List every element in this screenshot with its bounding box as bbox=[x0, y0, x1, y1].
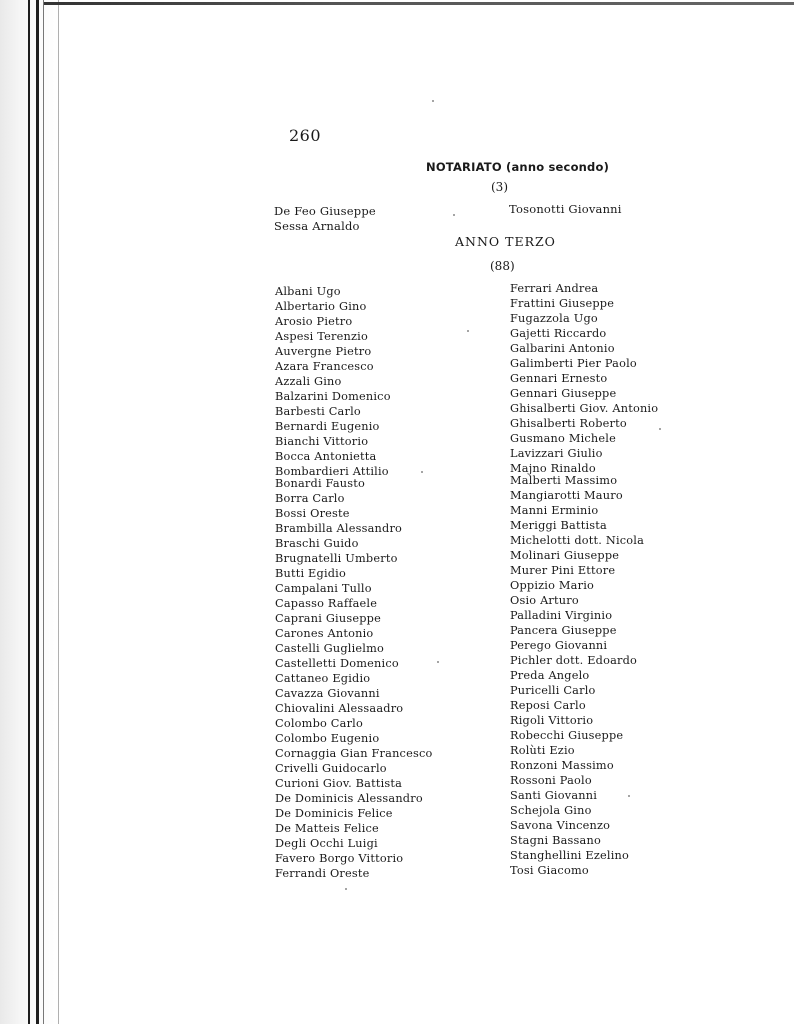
name-entry: Galbarini Antonio bbox=[510, 342, 615, 355]
name-entry: Savona Vincenzo bbox=[510, 819, 611, 832]
name-entry: Michelotti dott. Nicola bbox=[510, 534, 645, 547]
paper-speck bbox=[345, 888, 347, 890]
name-entry: Pancera Giuseppe bbox=[510, 624, 617, 637]
name-entry: Schejola Gino bbox=[510, 804, 592, 817]
name-entry: Malberti Massimo bbox=[510, 474, 618, 487]
name-entry: Stagni Bassano bbox=[510, 834, 601, 847]
name-entry: Arosio Pietro bbox=[275, 315, 353, 328]
year-heading: ANNO TERZO bbox=[455, 234, 556, 249]
name-entry: Colombo Eugenio bbox=[275, 732, 380, 745]
name-entry: Ronzoni Massimo bbox=[510, 759, 614, 772]
paper-speck bbox=[659, 428, 661, 430]
name-entry: Chiovalini Alessaadro bbox=[275, 702, 404, 715]
section-name: Tosonotti Giovanni bbox=[509, 202, 622, 216]
name-entry: Ghisalberti Giov. Antonio bbox=[510, 402, 659, 415]
name-entry: Meriggi Battista bbox=[510, 519, 607, 532]
name-entry: Balzarini Domenico bbox=[275, 390, 391, 403]
paper-speck bbox=[432, 100, 434, 102]
name-entry: Castelletti Domenico bbox=[275, 657, 399, 670]
name-entry: Oppizio Mario bbox=[510, 579, 595, 592]
year-count: (88) bbox=[490, 259, 515, 273]
name-entry: Caprani Giuseppe bbox=[275, 612, 381, 625]
name-entry: Perego Giovanni bbox=[510, 639, 608, 652]
paper-speck bbox=[437, 661, 439, 663]
name-entry: Cornaggia Gian Francesco bbox=[275, 747, 433, 760]
name-entry: Brambilla Alessandro bbox=[275, 522, 403, 535]
left-name-column bbox=[275, 284, 433, 881]
name-entry: Puricelli Carlo bbox=[510, 684, 596, 697]
name-entry: Gennari Ernesto bbox=[510, 372, 608, 385]
name-entry: Ferrandi Oreste bbox=[275, 867, 370, 880]
name-entry: Degli Occhi Luigi bbox=[275, 837, 378, 850]
name-entry: Borra Carlo bbox=[275, 492, 345, 505]
name-entry: Pichler dott. Edoardo bbox=[510, 654, 638, 667]
name-entry: Majno Rinaldo bbox=[510, 462, 596, 475]
name-entry: Cattaneo Egidio bbox=[275, 672, 371, 685]
name-entry: Fugazzola Ugo bbox=[510, 312, 598, 325]
paper-speck bbox=[628, 795, 630, 797]
name-entry: De Dominicis Alessandro bbox=[275, 792, 423, 805]
name-entry: Albani Ugo bbox=[275, 285, 341, 298]
name-entry: Mangiarotti Mauro bbox=[510, 489, 623, 502]
name-entry: Colombo Carlo bbox=[275, 717, 363, 730]
name-entry: Gennari Giuseppe bbox=[510, 387, 617, 400]
name-entry: De Matteis Felice bbox=[275, 822, 379, 835]
name-entry: Bocca Antonietta bbox=[275, 450, 377, 463]
page-top-border bbox=[44, 2, 794, 5]
name-entry: Carones Antonio bbox=[275, 627, 374, 640]
name-entry: Barbesti Carlo bbox=[275, 405, 361, 418]
name-entry: Rolùti Ezio bbox=[510, 744, 575, 757]
scan-margin bbox=[0, 0, 62, 1024]
name-entry: Manni Erminio bbox=[510, 504, 599, 517]
name-entry: Santi Giovanni bbox=[510, 789, 598, 802]
paper-speck bbox=[453, 214, 455, 216]
name-entry: Azara Francesco bbox=[275, 360, 374, 373]
name-entry: Ghisalberti Roberto bbox=[510, 417, 627, 430]
name-entry: Butti Egidio bbox=[275, 567, 346, 580]
binding-line bbox=[28, 0, 30, 1024]
binding-line bbox=[36, 0, 39, 1024]
paper-speck bbox=[421, 471, 423, 473]
name-entry: Lavizzari Giulio bbox=[510, 447, 603, 460]
name-entry: Crivelli Guidocarlo bbox=[275, 762, 387, 775]
name-entry: Palladini Virginio bbox=[510, 609, 613, 622]
name-entry: Auvergne Pietro bbox=[275, 345, 372, 358]
name-entry: Cavazza Giovanni bbox=[275, 687, 380, 700]
binding-line bbox=[43, 0, 44, 1024]
name-entry: Bernardi Eugenio bbox=[275, 420, 380, 433]
name-entry: Rossoni Paolo bbox=[510, 774, 592, 787]
section-name: De Feo Giuseppe bbox=[274, 204, 376, 218]
name-entry: Robecchi Giuseppe bbox=[510, 729, 624, 742]
name-entry: Tosi Giacomo bbox=[510, 864, 589, 877]
name-entry: Campalani Tullo bbox=[275, 582, 372, 595]
name-entry: Braschi Guido bbox=[275, 537, 359, 550]
name-entry: Rigoli Vittorio bbox=[510, 714, 594, 727]
name-entry: Curioni Giov. Battista bbox=[275, 777, 403, 790]
name-entry: Azzali Gino bbox=[275, 375, 342, 388]
name-entry: Castelli Guglielmo bbox=[275, 642, 385, 655]
name-entry: De Dominicis Felice bbox=[275, 807, 393, 820]
binding-line bbox=[58, 0, 59, 1024]
section-title: NOTARIATO (anno secondo) bbox=[426, 160, 610, 174]
name-entry: Preda Angelo bbox=[510, 669, 590, 682]
name-entry: Capasso Raffaele bbox=[275, 597, 378, 610]
name-entry: Osio Arturo bbox=[510, 594, 579, 607]
section-name: Sessa Arnaldo bbox=[274, 219, 360, 233]
name-entry: Favero Borgo Vittorio bbox=[275, 852, 404, 865]
name-entry: Gajetti Riccardo bbox=[510, 327, 607, 340]
name-entry: Bossi Oreste bbox=[275, 507, 350, 520]
name-entry: Molinari Giuseppe bbox=[510, 549, 620, 562]
paper-speck bbox=[467, 330, 469, 332]
name-entry: Murer Pini Ettore bbox=[510, 564, 616, 577]
name-entry: Reposi Carlo bbox=[510, 699, 586, 712]
name-entry: Brugnatelli Umberto bbox=[275, 552, 398, 565]
name-entry: Frattini Giuseppe bbox=[510, 297, 615, 310]
name-entry: Stanghellini Ezelino bbox=[510, 849, 629, 862]
name-entry: Bonardi Fausto bbox=[275, 477, 365, 490]
name-entry: Gusmano Michele bbox=[510, 432, 616, 445]
page-number: 260 bbox=[289, 126, 322, 145]
name-entry: Galimberti Pier Paolo bbox=[510, 357, 637, 370]
name-entry: Bombardieri Attilio bbox=[275, 465, 389, 478]
name-entry: Bianchi Vittorio bbox=[275, 435, 369, 448]
right-name-column bbox=[510, 281, 658, 878]
name-entry: Ferrari Andrea bbox=[510, 282, 599, 295]
section-count: (3) bbox=[491, 180, 508, 194]
name-entry: Aspesi Terenzio bbox=[275, 330, 368, 343]
name-entry: Albertario Gino bbox=[275, 300, 367, 313]
